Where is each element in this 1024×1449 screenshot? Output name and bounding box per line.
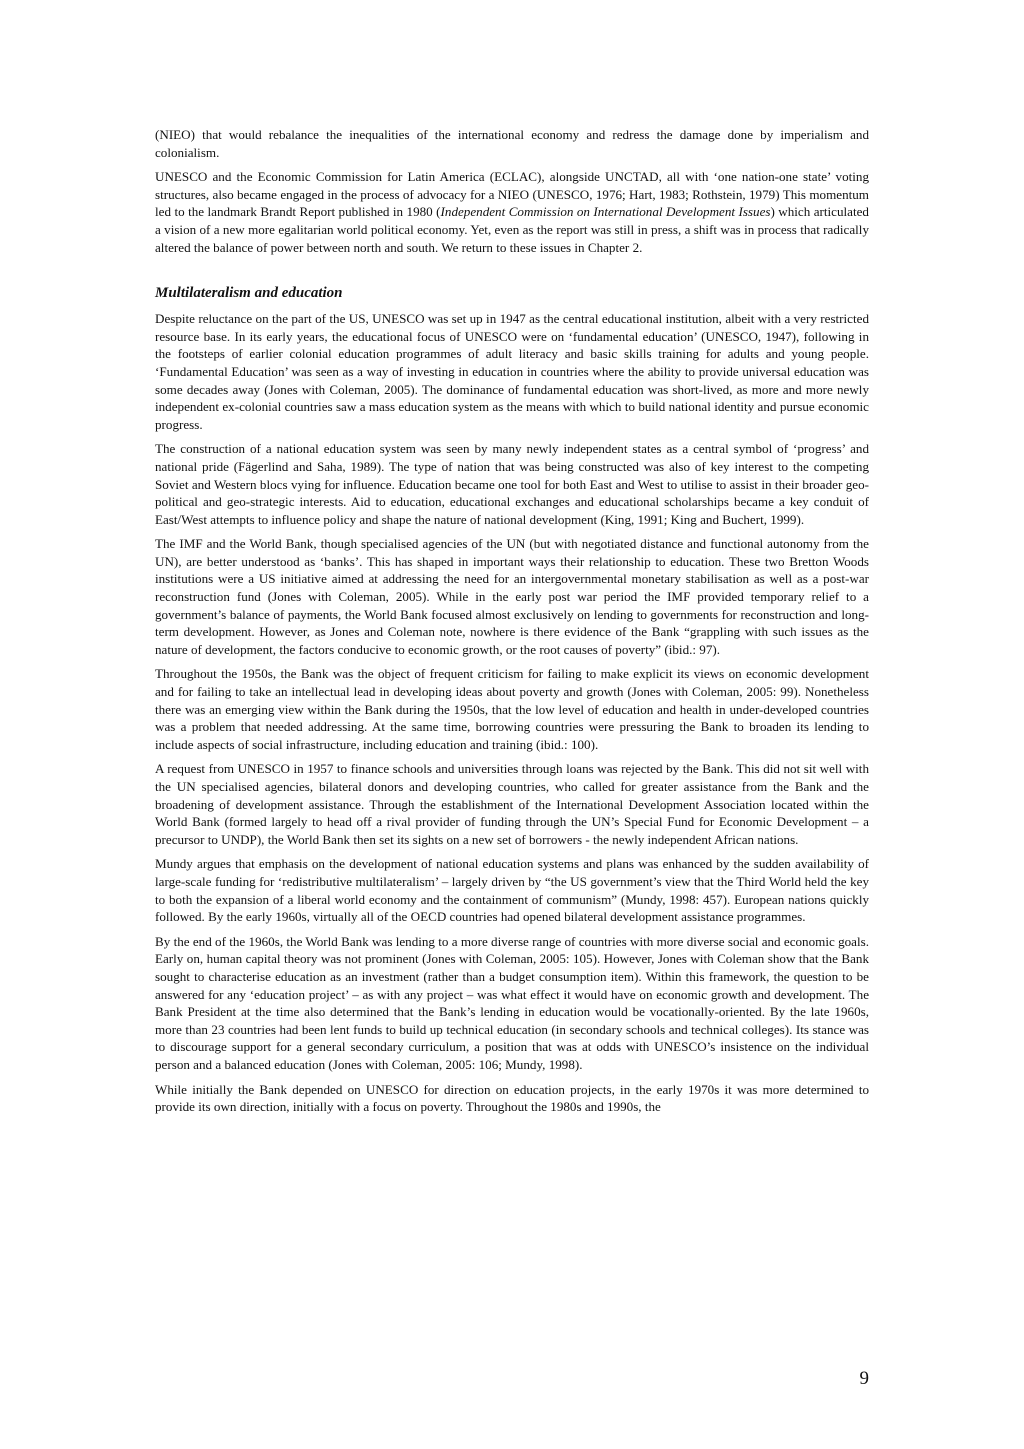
section-heading: Multilateralism and education	[155, 285, 343, 302]
paragraph-nieo-continuation: (NIEO) that would rebalance the inequalities of the international economy and redress the damage done by imperialism and colonialism.	[155, 127, 869, 160]
paragraph: By the end of the 1960s, the World Bank was lending to a more diverse range of countries with more diverse social and economic goals. Early on, human capital theory was not prominent (Jones with Coleman, 2005: 105). However, Jones with Coleman show that the Bank sought to characterise education as an investment (rather than a budget consumption item). Within this framework, the question to be answered for any ‘education project’ – as with any project – was what effect it would have on economic growth and development. The Bank President at the time also determined that the Bank’s lending in education would be vocationally-oriented. By the late 1960s, more than 23 countries had been lent funds to build up technical education (in secondary schools and technical colleges). Its stance was to discourage support for a general secondary curriculum, a position that was at odds with UNESCO’s insistence on the individual person and a balanced education (Jones with Coleman, 2005: 106; Mundy, 1998).	[155, 933, 869, 1072]
paragraph: While initially the Bank depended on UNESCO for direction on education projects, in the early 1970s it was more determined to provide its own direction, initially with a focus on poverty. Throughout the 1980s and 1990s, the	[155, 1081, 869, 1115]
italic-report-title: Independent Commission on International Development Issues	[440, 204, 771, 220]
paragraph-unesco-eclac	[155, 168, 869, 256]
paragraph-text: ) which articulated a vision of a new more egalitarian world political economy. Yet, even as the report was still in press, a shift was in process that radically altered the balance of power between north and south. We return to these issues in Chapter 2.	[155, 204, 869, 255]
paragraph-text: UNESCO and the Economic Commission for Latin America (ECLAC), alongside UNCTAD, all with ‘one nation-one state’ voting structures, also became engaged in the process of advocacy for a NIEO (UNESCO, 1976; Hart, 1983; Rothstein, 1979) This momentum led to the landmark Brandt Report published in 1980 (	[155, 169, 869, 220]
paragraph: The IMF and the World Bank, though specialised agencies of the UN (but with negotiated distance and functional autonomy from the UN), are better understood as ‘banks’. This has shaped in important ways their relationship to education. These two Bretton Woods institutions were a US initiative aimed at addressing the need for an intergovernmental monetary stabilisation as well as a post-war reconstruction fund (Jones with Coleman, 2005). While in the early post war period the IMF provided temporary relief to a government’s balance of payments, the World Bank focused almost exclusively on lending to governments for reconstruction and long-term development. However, as Jones and Coleman note, nowhere is there evidence of the Bank “grappling with such issues as the nature of development, the factors conducive to economic growth, or the root causes of poverty” (ibid.: 97).	[155, 536, 869, 657]
paragraph: A request from UNESCO in 1957 to finance schools and universities through loans was rejected by the Bank. This did not sit well with the UN specialised agencies, bilateral donors and developing countries, who called for greater assistance from the Bank and the broadening of development assistance. Through the establishment of the International Development Association located within the World Bank (formed largely to head off a rival provider of funding through the UN’s Special Fund for Economic Development – a precursor to UNDP), the World Bank then set its sights on a new set of borrowers - the newly independent African nations.	[155, 761, 869, 847]
paragraph: Despite reluctance on the part of the US, UNESCO was set up in 1947 as the central educational institution, albeit with a very restricted resource base. In its early years, the educational focus of UNESCO were on ‘fundamental education’ (UNESCO, 1947), following in the footsteps of earlier colonial education programmes of adult literacy and basic skills training for adults and young people. ‘Fundamental Education’ was seen as a way of investing in education in countries where the ability to provide universal education was some decades away (Jones with Coleman, 2005). The dominance of fundamental education was short-lived, as more and more newly independent ex-colonial countries saw a mass education system as the means with which to build national identity and pursue economic progress.	[155, 311, 869, 432]
paragraph: Mundy argues that emphasis on the development of national education systems and plans was enhanced by the sudden availability of large-scale funding for ‘redistributive multilateralism’ – largely driven by “the US government’s view that the Third World held the key to both the expansion of a liberal world economy and the containment of communism” (Mundy, 1998: 457). European nations quickly followed. By the early 1960s, virtually all of the OECD countries had opened bilateral development assistance programmes.	[155, 856, 869, 925]
page-number: 9	[859, 1368, 869, 1389]
paragraph: The construction of a national education system was seen by many newly independent states as a central symbol of ‘progress’ and national pride (Fägerlind and Saha, 1989). The type of nation that was being constructed was also of key interest to the competing Soviet and Western blocs vying for influence. Education became one tool for both East and West to utilise to assist in their broader geo-political and geo-strategic interests. Aid to education, educational exchanges and educational scholarships became a key conduit of East/West attempts to influence policy and shape the nature of national development (King, 1991; King and Buchert, 1999).	[155, 441, 869, 527]
document-page	[155, 126, 869, 1123]
paragraph: Throughout the 1950s, the Bank was the object of frequent criticism for failing to make explicit its views on economic development and for failing to take an intellectual lead in developing ideas about poverty and growth (Jones with Coleman, 2005: 99). Nonetheless there was an emerging view within the Bank during the 1950s, that the low level of education and health in under-developed countries was a problem that needed addressing. At the same time, borrowing countries were pressuring the Bank to broaden its lending to include aspects of social infrastructure, including education and training (ibid.: 100).	[155, 666, 869, 752]
